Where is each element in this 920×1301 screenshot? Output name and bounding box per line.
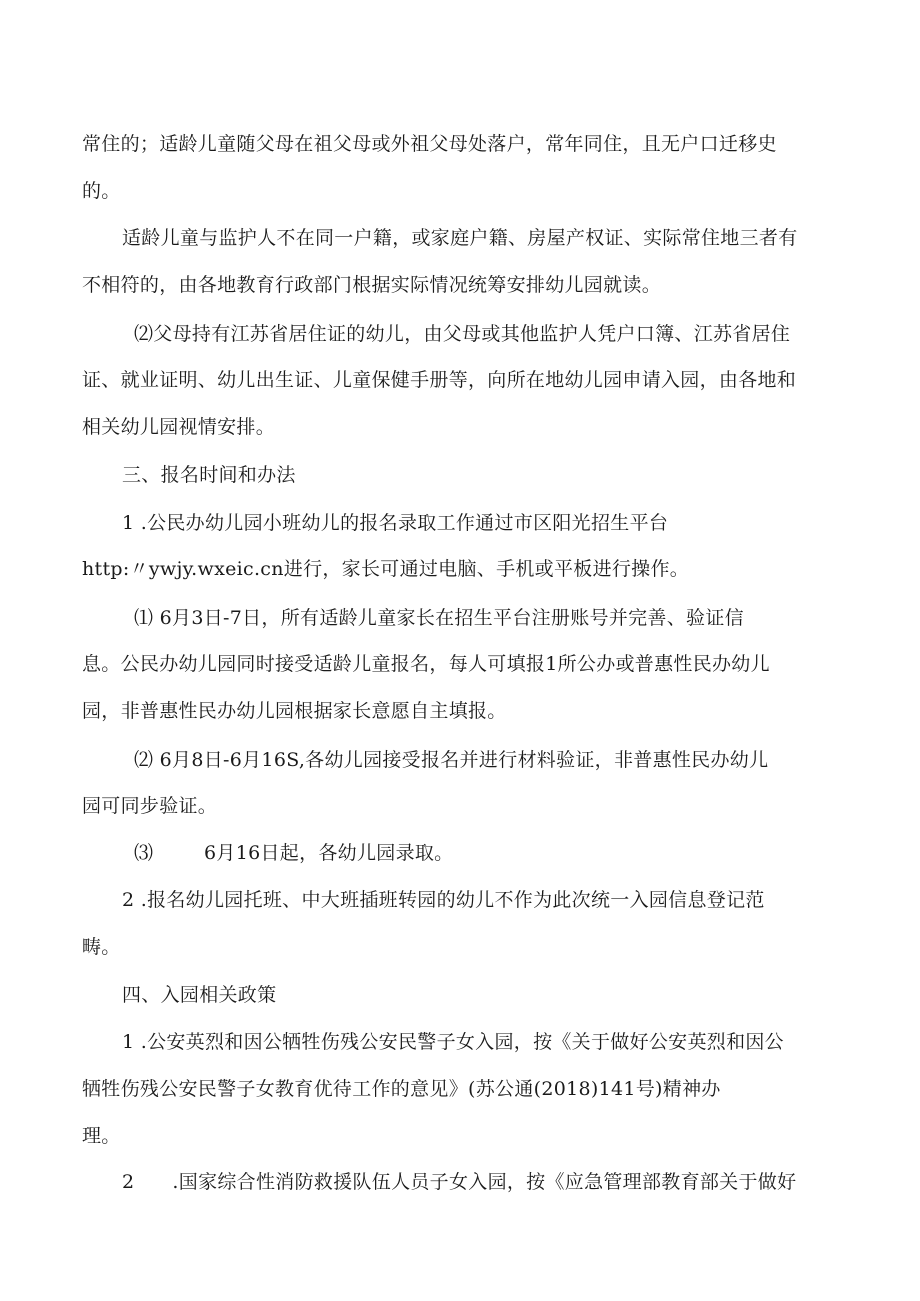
text-line: 2 .国家综合性消防救援队伍人员子女入园，按《应急管理部教育部关于做好	[122, 1171, 797, 1193]
text-line: 息。公民办幼儿园同时接受适龄儿童报名，每人可填报1所公办或普惠性民办幼儿	[82, 653, 770, 675]
section-heading: 四、入园相关政策	[122, 984, 277, 1006]
text-line: ⑶ 6月16日起，各幼儿园录取。	[134, 842, 454, 864]
text-line: 的。	[82, 180, 121, 202]
text-line: 相关幼儿园视情安排。	[82, 416, 276, 438]
text-line: http:〃ywjy.wxeic.cn进行，家长可通过电脑、手机或平板进行操作。	[82, 558, 690, 580]
text-line: ⑵父母持有江苏省居住证的幼儿，由父母或其他监护人凭户口簿、江苏省居住	[134, 323, 791, 345]
text-line: 理。	[82, 1125, 121, 1147]
text-line: 不相符的，由各地教育行政部门根据实际情况统筹安排幼儿园就读。	[82, 274, 662, 296]
text-line: 牺牲伤残公安民警子女教育优待工作的意见》(苏公通(2018)141号)精神办	[82, 1078, 721, 1100]
text-line: ⑵ 6月8日-6月16S,各幼儿园接受报名并进行材料验证，非普惠性民办幼儿	[134, 749, 769, 771]
text-line: 1 .公安英烈和因公牺牲伤残公安民警子女入园，按《关于做好公安英烈和因公	[122, 1031, 784, 1053]
text-line: 畴。	[82, 936, 121, 958]
text-line: 园可同步验证。	[82, 795, 218, 817]
text-line: 适龄儿童与监护人不在同一户籍，或家庭户籍、房屋产权证、实际常住地三者有	[122, 227, 798, 249]
text-line: 证、就业证明、幼儿出生证、儿童保健手册等，向所在地幼儿园申请入园，由各地和	[82, 369, 797, 391]
text-line: 2 .报名幼儿园托班、中大班插班转园的幼儿不作为此次统一入园信息登记范	[122, 889, 765, 911]
section-heading: 三、报名时间和办法	[122, 464, 296, 486]
text-line: 1 .公民办幼儿园小班幼儿的报名录取工作通过市区阳光招生平台	[122, 512, 669, 534]
text-line: ⑴ 6月3日-7日，所有适龄儿童家长在招生平台注册账号并完善、验证信	[134, 607, 744, 629]
text-line: 常住的；适龄儿童随父母在祖父母或外祖父母处落户，常年同住，且无户口迁移史	[82, 133, 777, 155]
text-line: 园，非普惠性民办幼儿园根据家长意愿自主填报。	[82, 700, 507, 722]
